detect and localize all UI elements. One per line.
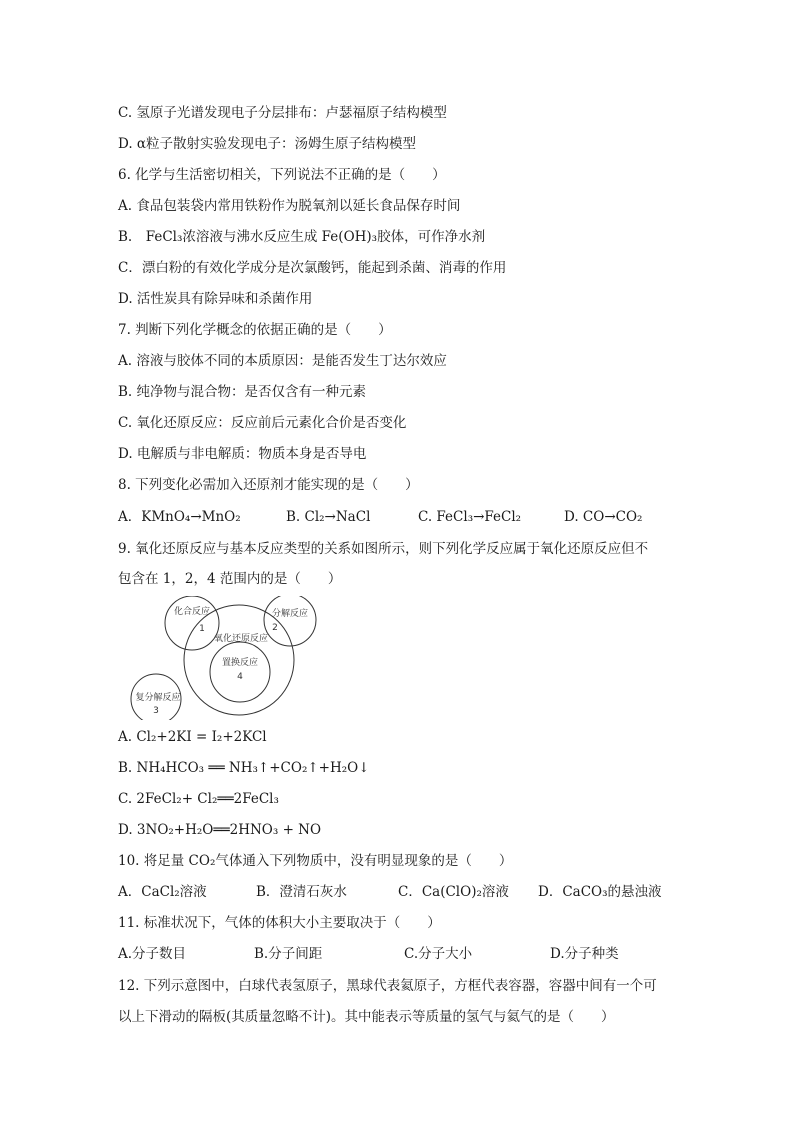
q6-option-d: D. 活性炭具有除异味和杀菌作用 — [118, 291, 313, 307]
q8-options — [118, 508, 678, 526]
q11-option-a: A.分子数目 — [118, 946, 187, 962]
q11-stem: 11. 标准状况下，气体的体积大小主要取决于（ ） — [118, 915, 441, 931]
q5-option-d: D. α粒子散射实验发现电子：汤姆生原子结构模型 — [118, 136, 417, 152]
q6-option-a: A. 食品包装袋内常用铁粉作为脱氧剂以延长食品保存时间 — [118, 198, 461, 214]
q9-stem-line1: 9. 氧化还原反应与基本反应类型的关系如图所示，则下列化学反应属于氧化还原反应但不 — [118, 541, 649, 557]
q8-option-c: C. FeCl₃→FeCl₂ — [418, 509, 522, 525]
q11-option-b: B.分子间距 — [254, 946, 323, 962]
q8-option-a: A．KMnO₄→MnO₂ — [118, 509, 241, 525]
reaction-type-venn-diagram — [126, 596, 326, 720]
decomposition-number: 2 — [272, 623, 278, 633]
decomposition-label: 分解反应 — [271, 609, 309, 619]
q9-stem-line2: 包含在 1，2，4 范围内的是（ ） — [118, 571, 342, 587]
q11-option-c: C.分子大小 — [404, 946, 473, 962]
q7-option-d: D. 电解质与非电解质：物质本身是否导电 — [118, 446, 367, 462]
q10-option-a: A．CaCl₂溶液 — [118, 884, 207, 900]
q9-option-c: C. 2FeCl₂+ Cl₂══2FeCl₃ — [118, 791, 279, 807]
combination-number: 1 — [199, 624, 205, 634]
q7-option-b: B. 纯净物与混合物：是否仅含有一种元素 — [118, 384, 367, 400]
q9-option-d: D. 3NO₂+H₂O══2HNO₃ + NO — [118, 822, 322, 838]
q7-option-c: C. 氧化还原反应：反应前后元素化合价是否变化 — [118, 415, 407, 431]
q12-stem-line1: 12. 下列示意图中，白球代表氢原子，黑球代表氦原子，方框代表容器，容器中间有一个可 — [118, 978, 657, 994]
q6-stem: 6. 化学与生活密切相关，下列说法不正确的是（ ） — [118, 167, 446, 183]
q6-option-c: C．漂白粉的有效化学成分是次氯酸钙，能起到杀菌、消毒的作用 — [118, 260, 507, 276]
q11-option-d: D.分子种类 — [550, 946, 619, 962]
q12-stem-line2: 以上下滑动的隔板(其质量忽略不计)。其中能表示等质量的氢气与氦气的是（ ） — [118, 1009, 615, 1025]
redox-label: 氧化还原反应 — [213, 634, 269, 644]
q8-option-b: B. Cl₂→NaCl — [286, 509, 371, 525]
combination-label: 化合反应 — [173, 607, 211, 617]
q10-option-d: D．CaCO₃的悬浊液 — [538, 884, 662, 900]
q8-stem: 8. 下列变化必需加入还原剂才能实现的是（ ） — [118, 477, 419, 493]
q10-option-b: B．澄清石灰水 — [256, 884, 347, 900]
q7-option-a: A. 溶液与胶体不同的本质原因：是能否发生丁达尔效应 — [118, 353, 447, 369]
displacement-number: 4 — [237, 672, 243, 682]
double-decomposition-label: 复分解反应 — [135, 693, 181, 703]
q9-option-b: B. NH₄HCO₃ ══ NH₃↑+CO₂↑+H₂O↓ — [118, 760, 370, 776]
q7-stem: 7. 判断下列化学概念的依据正确的是（ ） — [118, 322, 392, 338]
q11-options — [118, 945, 678, 963]
displacement-label: 置换反应 — [221, 658, 259, 668]
q8-option-d: D. CO→CO₂ — [564, 509, 643, 525]
q10-stem: 10. 将足量 CO₂气体通入下列物质中，没有明显现象的是（ ） — [118, 853, 513, 869]
q6-option-b: B. FeCl₃浓溶液与沸水反应生成 Fe(OH)₃胶体，可作净水剂 — [118, 229, 486, 245]
q10-option-c: C．Ca(ClO)₂溶液 — [398, 884, 509, 900]
q10-options — [118, 883, 678, 901]
double-decomposition-number: 3 — [153, 706, 159, 716]
q9-option-a: A. Cl₂+2KI = I₂+2KCl — [118, 729, 267, 745]
combination-circle — [165, 596, 219, 650]
q5-option-c: C. 氢原子光谱发现电子分层排布：卢瑟福原子结构模型 — [118, 105, 447, 121]
